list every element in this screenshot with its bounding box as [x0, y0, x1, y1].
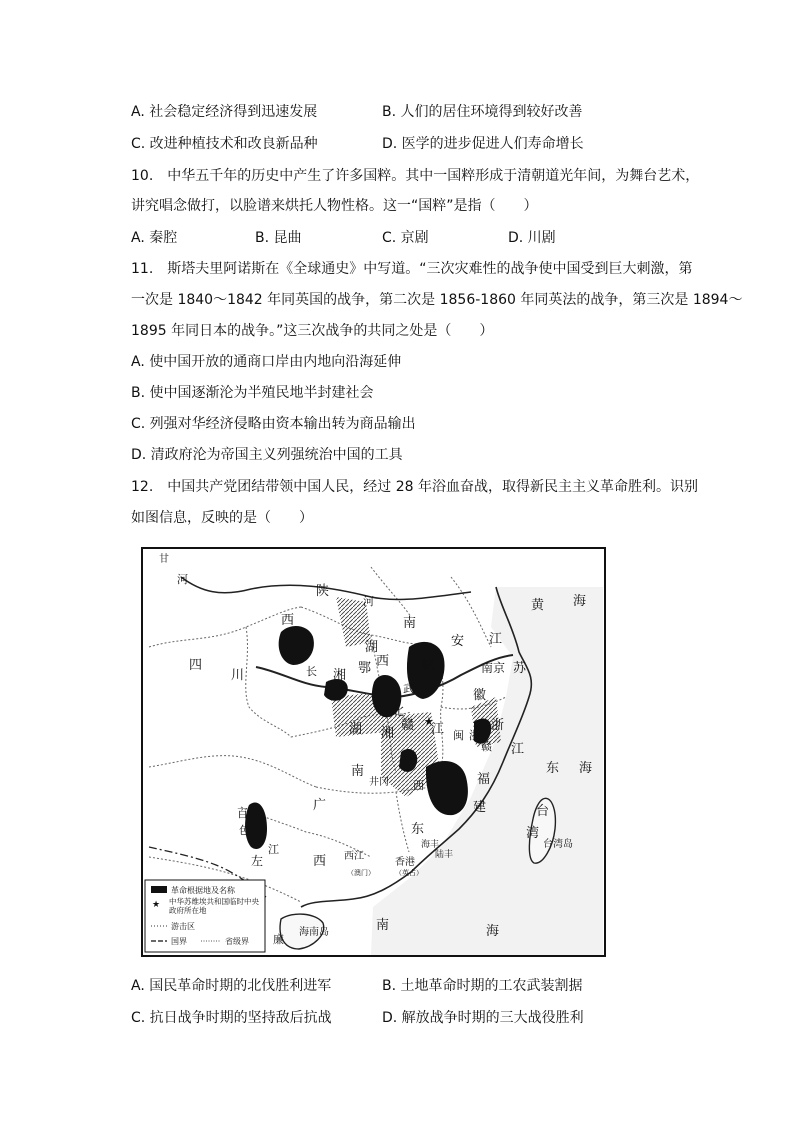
legend-guerrilla-label: 游击区 — [171, 922, 195, 931]
legend-base-swatch — [151, 886, 167, 893]
q12-stem-line-2: 如图信息，反映的是（ ） — [131, 510, 313, 526]
map-label: 香港 — [395, 857, 415, 868]
map-label: 海 — [486, 924, 500, 939]
q10-stem-line-1: 10. 中华五千年的历史中产生了许多国粹。其中一国粹形成于清朝道光年间，为舞台艺术， — [131, 168, 700, 184]
map-label: 苏 — [513, 661, 527, 676]
q10-option-d: D. 川剧 — [508, 230, 556, 246]
star-icon: ★ — [424, 715, 434, 728]
map-label: 河 — [177, 573, 188, 586]
map-label: 海 — [573, 594, 587, 609]
q10-option-b: B. 昆曲 — [255, 230, 302, 246]
map-label: 陆丰 — [435, 850, 454, 860]
map-label: 江 — [431, 722, 445, 737]
map-label: 川 — [231, 668, 245, 683]
map-label: 赣 — [401, 718, 415, 733]
map-label: 左 — [251, 854, 264, 868]
revolutionary-bases-map — [141, 547, 606, 957]
map-label: 海南岛 — [299, 927, 329, 938]
map-label: 廉 — [273, 933, 284, 946]
map-label: 四 — [189, 658, 203, 673]
legend-capital-label: 中华苏维埃共和国临时中央政府所在地 — [169, 897, 259, 915]
map-label: 湾 — [526, 826, 540, 841]
q12-option-d: D. 解放战争时期的三大战役胜利 — [382, 1010, 584, 1026]
legend-border-label: 国界 — [171, 937, 187, 946]
map-label: 井冈 — [369, 777, 389, 788]
legend-province-label: 省级界 — [225, 937, 249, 946]
map-label: 西 — [413, 779, 424, 792]
q9-option-b: B. 人们的居住环境得到较好改善 — [382, 104, 583, 120]
map-label: 西江 — [344, 851, 364, 862]
map-label: 皖 — [421, 658, 435, 673]
map-label: 广 — [313, 798, 327, 813]
q11-option-b: B. 使中国逐渐沦为半殖民地半封建社会 — [131, 385, 374, 401]
map-label: 江 — [511, 742, 525, 757]
map-label: 安 — [451, 634, 465, 649]
q11-stem-line-2: 一次是 1840～1842 年同英国的战争，第二次是 1856-1860 年同英法的战争，第三次是 1894～ — [131, 292, 743, 308]
q10-option-a: A. 秦腔 — [131, 230, 178, 246]
map-label: 黄 — [531, 598, 545, 613]
map-label: 湘 — [333, 668, 347, 683]
map-label: 浙 — [491, 718, 505, 733]
q11-stem-line-3: 1895 年同日本的战争。”这三次战争的共同之处是（ ） — [131, 323, 494, 339]
q9-option-d: D. 医学的进步促进人们寿命增长 — [382, 136, 584, 152]
map-label: 甘 — [159, 554, 169, 565]
map-label: 南 — [351, 764, 365, 779]
map-label: 福 — [477, 772, 491, 787]
map-label: 色 — [239, 824, 250, 837]
q9-option-a: A. 社会稳定经济得到迅速发展 — [131, 104, 318, 120]
map-label: 南 — [403, 616, 417, 631]
map-label: 百 — [237, 807, 248, 820]
map-label: 海 — [579, 761, 593, 776]
map-label: 北 — [391, 704, 405, 719]
map-label: 江 — [268, 843, 279, 856]
q10-option-c: C. 京剧 — [382, 230, 429, 246]
map-label: 南 — [376, 918, 390, 933]
map-label: 台 — [536, 804, 550, 819]
legend-star-icon: ★ — [152, 900, 161, 910]
map-label: （英占） — [395, 869, 423, 877]
q11-stem-line-1: 11. 斯塔夫里阿诺斯在《全球通史》中写道。“三次灾难性的战争使中国受到巨大刺激，第 — [131, 261, 693, 277]
map-label: 东 — [411, 822, 425, 837]
q11-option-c: C. 列强对华经济侵略由资本输出转为商品输出 — [131, 416, 416, 432]
map-label: 湖 — [349, 722, 363, 737]
map-label: 河 — [363, 595, 374, 608]
map-label: 闽 — [453, 729, 464, 742]
map-svg — [141, 547, 606, 957]
map-label: 陕 — [316, 584, 330, 599]
map-label: 建 — [473, 800, 487, 815]
q12-option-b: B. 土地革命时期的工农武装割据 — [382, 978, 583, 994]
map-label: 东 — [546, 761, 560, 776]
legend-base-label: 革命根据地及名称 — [171, 886, 235, 895]
map-label: 湖 — [365, 640, 379, 655]
map-label: 西 — [281, 613, 295, 628]
map-label: 湘 — [381, 726, 395, 741]
q12-option-a: A. 国民革命时期的北伐胜利进军 — [131, 978, 332, 994]
map-label: 长 — [306, 665, 317, 678]
map-legend — [145, 880, 265, 952]
q11-option-d: D. 清政府沦为帝国主义列强统治中国的工具 — [131, 447, 403, 463]
map-label: 海丰 — [421, 840, 440, 850]
map-label: 西 — [376, 654, 390, 669]
map-label: 西 — [313, 854, 327, 869]
q10-stem-line-2: 讲究唱念做打，以脸谱来烘托人物性格。这一“国粹”是指（ ） — [131, 198, 538, 214]
q12-stem-line-1: 12. 中国共产党团结带领中国人民，经过 28 年浴血奋战，取得新民主主义革命胜利。识别 — [131, 479, 698, 495]
q11-option-a: A. 使中国开放的通商口岸由内地向沿海延伸 — [131, 354, 402, 370]
map-label: 武 — [403, 682, 414, 695]
map-label: 南京 — [481, 661, 506, 675]
q12-option-c: C. 抗日战争时期的坚持敌后抗战 — [131, 1010, 332, 1026]
map-label: 台湾岛 — [543, 839, 573, 850]
map-label: （澳门） — [347, 869, 375, 877]
map-label: 鄂 — [358, 661, 372, 676]
q9-option-c: C. 改进种植技术和改良新品种 — [131, 136, 318, 152]
map-label: 江 — [489, 632, 503, 647]
map-label: 徽 — [473, 688, 487, 703]
map-label: 浙 — [469, 729, 480, 742]
map-label: 赣 — [481, 740, 492, 753]
